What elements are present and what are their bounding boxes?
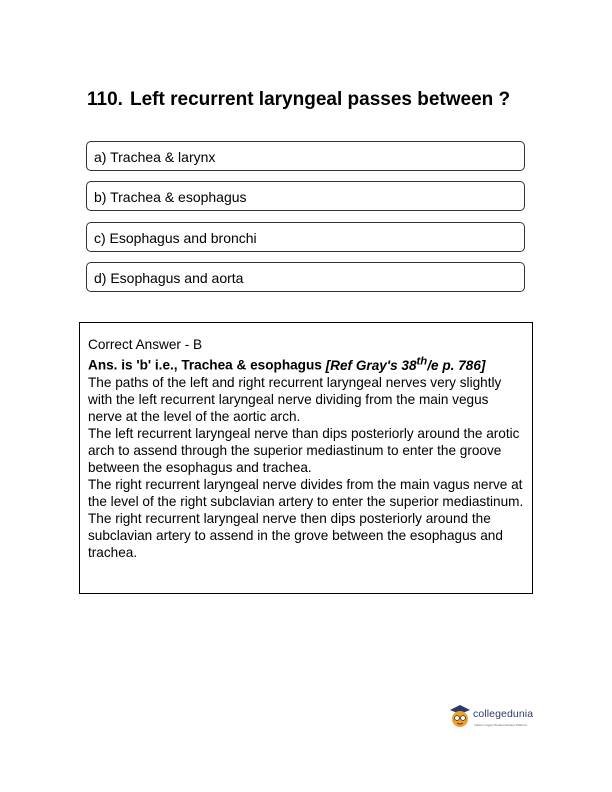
explanation-paragraph: The right recurrent laryngeal nerve divides from the main vagus nerve at the level of the right subclavian artery to enter the superior mediastinum. — [88, 476, 524, 509]
answer-reference-sup: th — [416, 355, 428, 367]
answer-reference-prefix: [Ref Gray's 38 — [325, 357, 417, 373]
option-a[interactable]: a) Trachea & larynx — [86, 141, 525, 171]
answer-reference — [325, 355, 486, 373]
explanation-paragraph: The right recurrent laryngeal nerve then dips posteriorly around the subclavian artery to assend in the grove between the esophagus and trachea. — [88, 510, 503, 560]
option-b[interactable]: b) Trachea & esophagus — [86, 181, 525, 211]
question-title — [87, 88, 537, 112]
option-c[interactable]: c) Esophagus and bronchi — [86, 222, 525, 252]
answer-explanation-box — [79, 322, 533, 594]
answer-heading-text: Ans. is 'b' i.e., Trachea & esophagus — [88, 357, 322, 373]
graduate-mascot-icon — [448, 704, 472, 730]
collegedunia-logo — [448, 704, 548, 734]
answer-reference-suffix: /e p. 786] — [427, 357, 486, 373]
explanation-paragraph: The left recurrent laryngeal nerve than dips posteriorly around the arotic arch to assend through the superior mediastinum to enter the groove between the esophagus and trachea. — [88, 425, 520, 475]
logo-name: collegedunia — [473, 708, 534, 720]
question-number: 110. — [87, 89, 123, 110]
option-d[interactable]: d) Esophagus and aorta — [86, 262, 525, 292]
explanation-paragraph: The paths of the left and right recurrent laryngeal nerves very slightly with the left recurrent laryngeal nerve dividing from the main vegus nerve at the level of the aortic arch. — [88, 374, 502, 424]
question-text: Left recurrent laryngeal passes between ? — [130, 89, 511, 110]
correct-answer-label: Correct Answer - B — [88, 337, 203, 352]
logo-tagline: India's Largest Student Review Platform — [474, 723, 528, 727]
answer-heading — [88, 353, 524, 374]
